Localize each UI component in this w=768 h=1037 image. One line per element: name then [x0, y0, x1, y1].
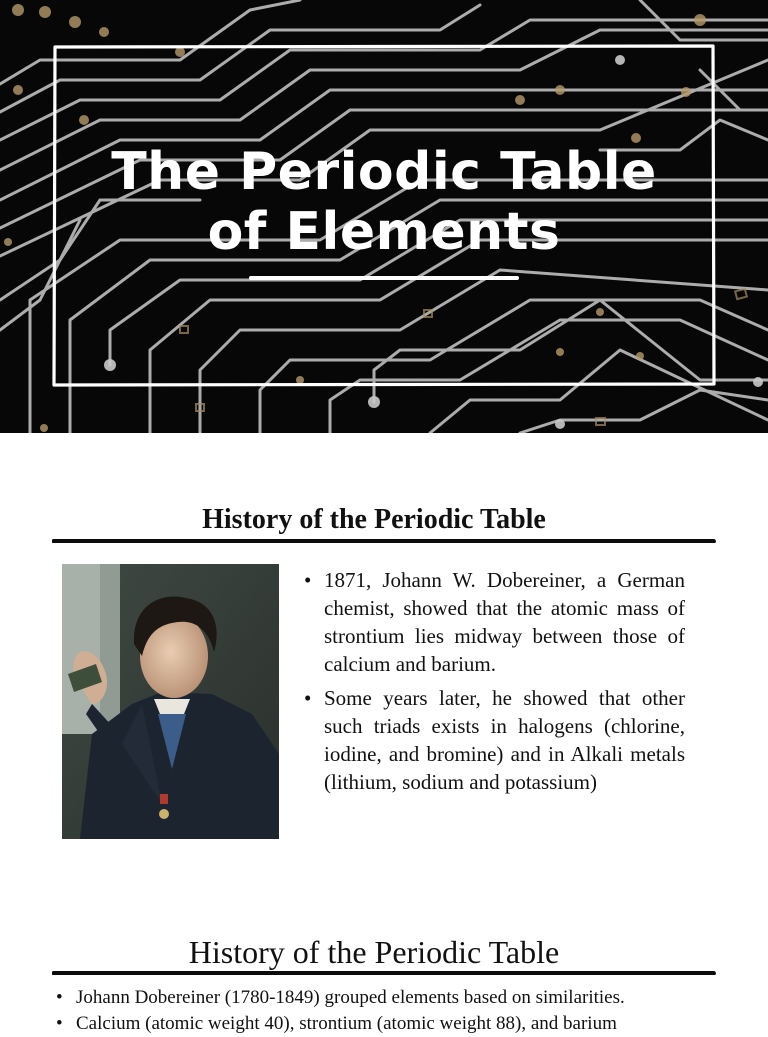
- bullet-text: Johann Dobereiner (1780-1849) grouped elements based on similarities.: [76, 987, 625, 1008]
- bullet-text: 1871, Johann W. Dobereiner, a German chemist, showed that the atomic mass of strontium lies midway between those of calcium and barium.: [324, 568, 685, 676]
- bullet-icon: •: [304, 568, 312, 592]
- list-item: [302, 684, 685, 796]
- list-item: [54, 985, 734, 1011]
- bullet-icon: •: [304, 686, 312, 710]
- history-heading: History of the Periodic Table: [188, 934, 560, 970]
- bullet-text: Calcium (atomic weight 40), strontium (atomic weight 88), and barium: [76, 1013, 617, 1034]
- title-slide: [0, 0, 768, 433]
- bullet-icon: •: [56, 987, 63, 1008]
- bullet-text: Some years later, he showed that other such triads exists in halogens (chlorine, iodine, and bromine) and in Alkali metals (lithium, sodium and potassium): [324, 686, 685, 794]
- title-underline: [249, 276, 519, 280]
- bullet-icon: •: [56, 1013, 63, 1034]
- list-item: [54, 1011, 734, 1037]
- list-item: [302, 566, 685, 678]
- dobereiner-portrait: [62, 564, 279, 839]
- history-bullet-list: [54, 985, 734, 1037]
- history-bullet-list: [302, 566, 685, 802]
- page-title: The Periodic Table of Elements: [111, 142, 657, 262]
- history-heading: History of the Periodic Table: [202, 504, 546, 535]
- heading-rule: [52, 539, 716, 543]
- heading-rule: [52, 971, 716, 975]
